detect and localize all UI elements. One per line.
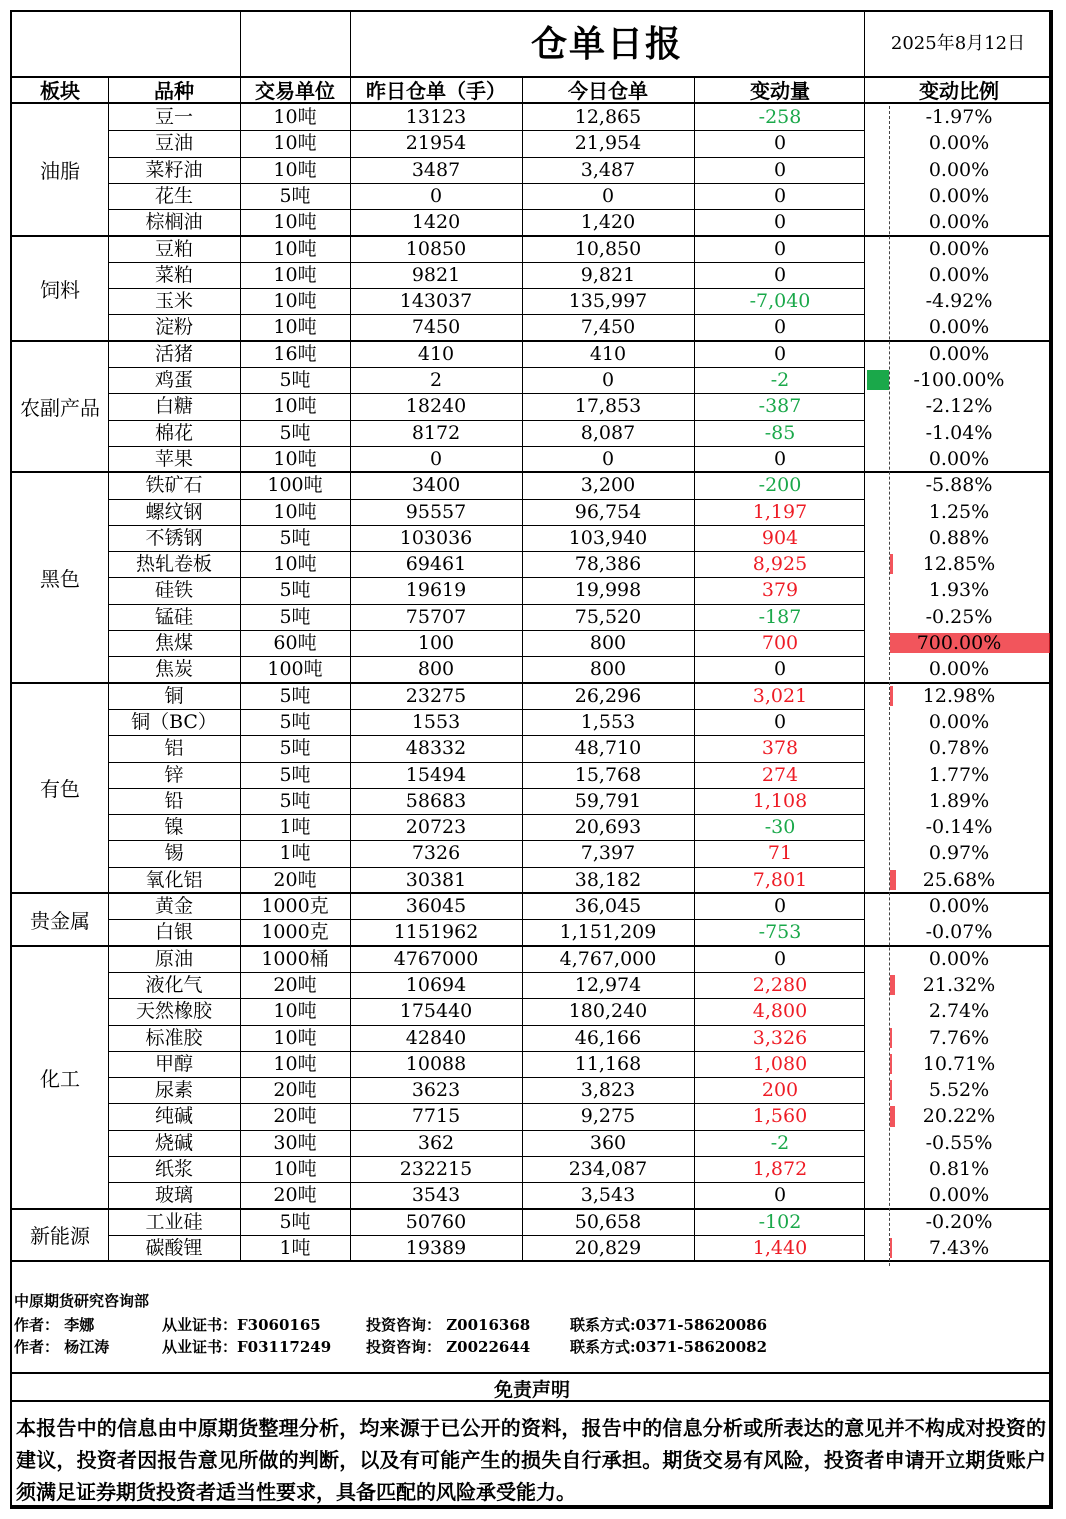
product-name: 白银: [154, 921, 193, 944]
trade-unit: 10吨: [273, 1000, 317, 1023]
header-ratio: 变动比例: [919, 79, 999, 103]
product-name: 纸浆: [154, 1158, 193, 1180]
product-name: 标准胶: [145, 1026, 203, 1049]
change-ratio: 1.77%: [928, 763, 990, 786]
change-amount: 200: [761, 1079, 799, 1102]
grid-line: [350, 12, 351, 78]
yesterday-receipts: 100: [417, 632, 455, 654]
change-ratio: 1.25%: [928, 500, 990, 523]
today-receipts: 1,553: [580, 710, 636, 733]
change-amount: -102: [758, 1210, 802, 1233]
header-unit: 交易单位: [255, 79, 335, 103]
today-receipts: 38,182: [574, 868, 642, 891]
change-amount: 0: [773, 1184, 787, 1207]
change-ratio: -0.25%: [925, 605, 993, 628]
footer-author: 作者： 李娜: [14, 1316, 95, 1334]
change-amount: -753: [758, 921, 802, 944]
footer-author: 作者： 杨江涛: [14, 1338, 110, 1356]
sector-label: 油脂: [40, 159, 80, 184]
header-product: 品种: [154, 79, 194, 103]
yesterday-receipts: 19619: [405, 579, 467, 602]
trade-unit: 100吨: [267, 658, 323, 681]
change-amount: 1,440: [752, 1236, 808, 1259]
trade-unit: 10吨: [273, 290, 317, 313]
yesterday-receipts: 19389: [405, 1236, 467, 1259]
change-ratio: 10.71%: [922, 1052, 996, 1075]
yesterday-receipts: 21954: [405, 132, 467, 155]
change-ratio: -0.14%: [925, 816, 993, 839]
today-receipts: 20,693: [574, 816, 642, 839]
yesterday-receipts: 23275: [405, 684, 467, 707]
change-amount: 0: [773, 447, 787, 470]
trade-unit: 5吨: [279, 710, 311, 733]
yesterday-receipts: 50760: [405, 1210, 467, 1233]
trade-unit: 5吨: [279, 605, 311, 628]
trade-unit: 5吨: [279, 421, 311, 444]
today-receipts: 360: [589, 1131, 627, 1154]
change-ratio: 0.00%: [928, 316, 990, 339]
trade-unit: 100吨: [267, 474, 323, 497]
trade-unit: 10吨: [273, 500, 317, 523]
yesterday-receipts: 362: [417, 1131, 455, 1154]
change-ratio: 0.00%: [928, 947, 990, 970]
change-amount: 0: [773, 658, 787, 681]
today-receipts: 4,767,000: [559, 947, 657, 970]
change-ratio: 2.74%: [928, 1000, 990, 1023]
trade-unit: 5吨: [279, 737, 311, 760]
product-name: 棕榈油: [145, 211, 203, 234]
yesterday-receipts: 3543: [411, 1184, 461, 1207]
product-name: 菜粕: [154, 263, 193, 286]
change-ratio: -2.12%: [925, 395, 993, 418]
change-amount: 7,801: [752, 868, 808, 891]
yesterday-receipts: 18240: [405, 395, 467, 418]
change-amount: 379: [761, 579, 799, 602]
change-amount: -2: [770, 1131, 790, 1154]
product-name: 镍: [164, 816, 184, 839]
yesterday-receipts: 75707: [405, 605, 467, 628]
product-name: 铜（BC）: [131, 710, 217, 733]
trade-unit: 20吨: [273, 868, 317, 891]
yesterday-receipts: 1151962: [393, 921, 479, 944]
footer-consult: 投资咨询： Z0022644: [366, 1338, 531, 1356]
today-receipts: 19,998: [574, 579, 642, 602]
sector-label: 贵金属: [30, 908, 90, 933]
today-receipts: 103,940: [568, 526, 648, 549]
today-receipts: 12,974: [574, 973, 642, 996]
today-receipts: 3,487: [580, 158, 636, 181]
trade-unit: 10吨: [273, 1158, 317, 1180]
change-amount: 3,021: [752, 684, 808, 707]
today-receipts: 17,853: [574, 395, 642, 418]
change-amount: 904: [761, 526, 799, 549]
trade-unit: 5吨: [279, 1210, 311, 1233]
yesterday-receipts: 3487: [411, 158, 461, 181]
today-receipts: 36,045: [574, 895, 642, 917]
product-name: 纯碱: [154, 1105, 193, 1128]
change-amount: 0: [773, 895, 787, 917]
today-receipts: 8,087: [580, 421, 636, 444]
today-receipts: 410: [589, 342, 627, 365]
ratio-axis-line: [889, 106, 890, 1266]
yesterday-receipts: 10850: [405, 237, 467, 260]
product-name: 豆粕: [154, 237, 193, 260]
trade-unit: 5吨: [279, 526, 311, 549]
trade-unit: 10吨: [273, 158, 317, 181]
product-name: 棉花: [154, 421, 193, 444]
product-name: 原油: [154, 947, 193, 970]
trade-unit: 5吨: [279, 789, 311, 812]
yesterday-receipts: 3623: [411, 1079, 461, 1102]
yesterday-receipts: 0: [429, 447, 443, 470]
product-name: 烧碱: [154, 1131, 193, 1154]
change-amount: -200: [758, 474, 802, 497]
yesterday-receipts: 9821: [411, 263, 461, 286]
change-amount: -85: [764, 421, 796, 444]
change-ratio: 0.00%: [928, 710, 990, 733]
trade-unit: 10吨: [273, 1026, 317, 1049]
trade-unit: 5吨: [279, 763, 311, 786]
yesterday-receipts: 103036: [399, 526, 473, 549]
today-receipts: 10,850: [574, 237, 642, 260]
trade-unit: 10吨: [273, 395, 317, 418]
today-receipts: 3,823: [580, 1079, 636, 1102]
trade-unit: 16吨: [273, 342, 317, 365]
product-name: 锡: [164, 842, 184, 865]
sector-label: 化工: [40, 1066, 80, 1091]
product-name: 鸡蛋: [154, 369, 193, 391]
trade-unit: 1000桶: [261, 947, 329, 970]
today-receipts: 15,768: [574, 763, 642, 786]
change-amount: 0: [773, 263, 787, 286]
report-title: 仓单日报: [530, 23, 683, 65]
today-receipts: 21,954: [574, 132, 642, 155]
today-receipts: 800: [589, 658, 627, 681]
change-amount: 378: [761, 737, 799, 760]
today-receipts: 0: [601, 184, 615, 207]
change-ratio: 700.00%: [916, 632, 1002, 654]
change-ratio: 0.00%: [928, 211, 990, 234]
yesterday-receipts: 143037: [399, 290, 473, 313]
today-receipts: 12,865: [574, 106, 642, 128]
change-ratio: 21.32%: [922, 973, 996, 996]
product-name: 玻璃: [154, 1184, 193, 1207]
change-ratio: 7.76%: [928, 1026, 990, 1049]
change-amount: 0: [773, 237, 787, 260]
yesterday-receipts: 7715: [411, 1105, 461, 1128]
change-amount: 1,560: [752, 1105, 808, 1128]
yesterday-receipts: 1553: [411, 710, 461, 733]
change-amount: -30: [764, 816, 796, 839]
today-receipts: 96,754: [574, 500, 642, 523]
yesterday-receipts: 4767000: [393, 947, 479, 970]
yesterday-receipts: 232215: [399, 1158, 473, 1180]
today-receipts: 0: [601, 369, 615, 391]
today-receipts: 234,087: [568, 1158, 648, 1180]
today-receipts: 800: [589, 632, 627, 654]
today-receipts: 9,275: [580, 1105, 636, 1128]
yesterday-receipts: 2: [429, 369, 443, 391]
change-ratio: 0.00%: [928, 342, 990, 365]
today-receipts: 7,397: [580, 842, 636, 865]
change-ratio: -1.97%: [925, 106, 993, 128]
product-name: 焦炭: [154, 658, 193, 681]
yesterday-receipts: 175440: [399, 1000, 473, 1023]
trade-unit: 5吨: [279, 184, 311, 207]
trade-unit: 1吨: [279, 816, 311, 839]
change-amount: 3,326: [752, 1026, 808, 1049]
product-name: 氧化铝: [145, 868, 203, 891]
trade-unit: 5吨: [279, 369, 311, 391]
trade-unit: 5吨: [279, 579, 311, 602]
today-receipts: 1,151,209: [559, 921, 657, 944]
product-name: 硅铁: [154, 579, 193, 602]
change-ratio: 0.00%: [928, 895, 990, 917]
yesterday-receipts: 15494: [405, 763, 467, 786]
change-ratio: 0.00%: [928, 132, 990, 155]
trade-unit: 10吨: [273, 553, 317, 576]
today-receipts: 1,420: [580, 211, 636, 234]
sector-label: 黑色: [40, 566, 80, 591]
product-name: 铜: [164, 684, 184, 707]
change-amount: 0: [773, 158, 787, 181]
product-name: 菜籽油: [145, 158, 203, 181]
change-ratio: 0.00%: [928, 658, 990, 681]
trade-unit: 10吨: [273, 316, 317, 339]
change-amount: 0: [773, 184, 787, 207]
change-amount: 1,872: [752, 1158, 808, 1180]
change-amount: -258: [758, 106, 802, 128]
change-amount: 8,925: [752, 553, 808, 576]
yesterday-receipts: 58683: [405, 789, 467, 812]
change-ratio: -0.20%: [925, 1210, 993, 1233]
disclaimer-text: 本报告中的信息由中原期货整理分析，均来源于已公开的资料，报告中的信息分析或所表达的意见并不构成对投资的建议，投资者因报告意见所做的判断，以及有可能产生的损失自行承担。期货交易有风险，投资者申请开立期货账户须满足证券期货投资者适当性要求，具备匹配的风险承受能力。: [16, 1416, 1046, 1504]
footer-consult: 投资咨询： Z0016368: [366, 1316, 531, 1334]
today-receipts: 3,200: [580, 474, 636, 497]
product-name: 铝: [164, 737, 184, 760]
trade-unit: 20吨: [273, 973, 317, 996]
change-amount: 700: [761, 632, 799, 654]
header-yesterday: 昨日仓单（手）: [366, 79, 506, 103]
product-name: 白糖: [154, 395, 193, 418]
product-name: 黄金: [154, 895, 193, 917]
today-receipts: 135,997: [568, 290, 648, 313]
yesterday-receipts: 3400: [411, 474, 461, 497]
change-amount: 0: [773, 710, 787, 733]
change-amount: 0: [773, 132, 787, 155]
product-name: 淀粉: [154, 316, 193, 339]
yesterday-receipts: 36045: [405, 895, 467, 917]
yesterday-receipts: 8172: [411, 421, 461, 444]
change-amount: 2,280: [752, 973, 808, 996]
change-ratio: 7.43%: [928, 1236, 990, 1259]
trade-unit: 10吨: [273, 447, 317, 470]
product-name: 热轧卷板: [135, 553, 212, 576]
trade-unit: 5吨: [279, 684, 311, 707]
today-receipts: 3,543: [580, 1184, 636, 1207]
change-amount: -187: [758, 605, 802, 628]
change-ratio: -4.92%: [925, 290, 993, 313]
trade-unit: 10吨: [273, 1052, 317, 1075]
yesterday-receipts: 800: [417, 658, 455, 681]
change-ratio: 0.00%: [928, 184, 990, 207]
product-name: 锰硅: [154, 605, 193, 628]
change-ratio: -5.88%: [925, 474, 993, 497]
change-amount: 1,197: [752, 500, 808, 523]
yesterday-receipts: 42840: [405, 1026, 467, 1049]
today-receipts: 180,240: [568, 1000, 648, 1023]
change-ratio: 0.00%: [928, 263, 990, 286]
today-receipts: 75,520: [574, 605, 642, 628]
change-ratio: 12.85%: [922, 553, 996, 576]
product-name: 花生: [154, 184, 193, 207]
change-ratio: -0.07%: [925, 921, 993, 944]
product-name: 螺纹钢: [145, 500, 203, 523]
header-sector: 板块: [40, 79, 80, 103]
trade-unit: 1000克: [261, 921, 329, 944]
change-amount: 4,800: [752, 1000, 808, 1023]
report-date: 2025年8月12日: [890, 33, 1026, 54]
yesterday-receipts: 1420: [411, 211, 461, 234]
trade-unit: 20吨: [273, 1184, 317, 1207]
change-ratio: -0.55%: [925, 1131, 993, 1154]
change-amount: 1,108: [752, 789, 808, 812]
change-ratio: 1.93%: [928, 579, 990, 602]
footer-contact: 联系方式:0371-58620086: [570, 1316, 768, 1334]
product-name: 玉米: [154, 290, 193, 313]
today-receipts: 26,296: [574, 684, 642, 707]
trade-unit: 1吨: [279, 842, 311, 865]
change-ratio: -100.00%: [913, 369, 1005, 391]
yesterday-receipts: 95557: [405, 500, 467, 523]
yesterday-receipts: 30381: [405, 868, 467, 891]
product-name: 苹果: [154, 447, 193, 470]
yesterday-receipts: 20723: [405, 816, 467, 839]
change-amount: 0: [773, 316, 787, 339]
product-name: 焦煤: [154, 632, 193, 654]
footer-cert: 从业证书：F03117249: [162, 1338, 332, 1356]
today-receipts: 20,829: [574, 1236, 642, 1259]
change-amount: 71: [767, 842, 793, 865]
change-ratio: 0.00%: [928, 237, 990, 260]
yesterday-receipts: 0: [429, 184, 443, 207]
change-ratio: -1.04%: [925, 421, 993, 444]
sector-label: 新能源: [30, 1224, 90, 1249]
change-ratio: 0.88%: [928, 526, 990, 549]
footer-contact: 联系方式:0371-58620082: [570, 1338, 768, 1356]
today-receipts: 0: [601, 447, 615, 470]
product-name: 活猪: [154, 342, 193, 365]
trade-unit: 10吨: [273, 106, 317, 128]
trade-unit: 1000克: [261, 895, 329, 917]
change-ratio: 0.00%: [928, 158, 990, 181]
change-amount: 0: [773, 947, 787, 970]
product-name: 豆一: [154, 106, 193, 128]
change-ratio: 1.89%: [928, 789, 990, 812]
today-receipts: 48,710: [574, 737, 642, 760]
trade-unit: 10吨: [273, 263, 317, 286]
trade-unit: 1吨: [279, 1236, 311, 1259]
disclaimer-title: 免责声明: [493, 1379, 570, 1401]
today-receipts: 9,821: [580, 263, 636, 286]
product-name: 工业硅: [145, 1210, 203, 1233]
change-ratio: 12.98%: [922, 684, 996, 707]
product-name: 铁矿石: [145, 474, 203, 497]
product-name: 锌: [164, 763, 184, 786]
trade-unit: 20吨: [273, 1079, 317, 1102]
today-receipts: 7,450: [580, 316, 636, 339]
yesterday-receipts: 10088: [405, 1052, 467, 1075]
grid-line: [12, 1372, 1052, 1374]
change-ratio: 0.78%: [928, 737, 990, 760]
yesterday-receipts: 48332: [405, 737, 467, 760]
yesterday-receipts: 10694: [405, 973, 467, 996]
change-ratio: 0.00%: [928, 447, 990, 470]
yesterday-receipts: 13123: [405, 106, 467, 128]
change-ratio: 20.22%: [922, 1105, 996, 1128]
today-receipts: 59,791: [574, 789, 642, 812]
product-name: 铅: [164, 789, 184, 812]
product-name: 不锈钢: [145, 526, 203, 549]
change-ratio: 5.52%: [928, 1079, 990, 1102]
sector-label: 有色: [40, 777, 80, 802]
today-receipts: 50,658: [574, 1210, 642, 1233]
trade-unit: 30吨: [273, 1131, 317, 1154]
change-amount: 274: [761, 763, 799, 786]
grid-line: [240, 12, 241, 78]
change-amount: 1,080: [752, 1052, 808, 1075]
change-ratio: 0.00%: [928, 1184, 990, 1207]
grid-line: [864, 12, 865, 78]
yesterday-receipts: 69461: [405, 553, 467, 576]
product-name: 液化气: [145, 973, 203, 996]
today-receipts: 11,168: [574, 1052, 642, 1075]
product-name: 豆油: [154, 132, 193, 155]
product-name: 天然橡胶: [135, 1000, 212, 1023]
change-amount: 0: [773, 211, 787, 234]
product-name: 甲醇: [154, 1052, 193, 1075]
today-receipts: 46,166: [574, 1026, 642, 1049]
product-name: 碳酸锂: [145, 1236, 203, 1259]
yesterday-receipts: 7450: [411, 316, 461, 339]
product-name: 尿素: [154, 1079, 193, 1102]
trade-unit: 10吨: [273, 211, 317, 234]
yesterday-receipts: 7326: [411, 842, 461, 865]
trade-unit: 10吨: [273, 132, 317, 155]
sector-label: 饲料: [40, 277, 80, 302]
trade-unit: 10吨: [273, 237, 317, 260]
yesterday-receipts: 410: [417, 342, 455, 365]
header-change: 变动量: [750, 79, 810, 103]
change-amount: -2: [770, 369, 790, 391]
change-ratio: 0.97%: [928, 842, 990, 865]
trade-unit: 20吨: [273, 1105, 317, 1128]
change-ratio: 25.68%: [922, 868, 996, 891]
change-ratio: 0.81%: [928, 1158, 990, 1180]
header-today: 今日仓单: [568, 79, 648, 103]
sector-label: 农副产品: [20, 395, 100, 420]
today-receipts: 78,386: [574, 553, 642, 576]
footer-org: 中原期货研究咨询部: [14, 1292, 150, 1310]
change-amount: -387: [758, 395, 802, 418]
trade-unit: 60吨: [273, 632, 317, 654]
footer-cert: 从业证书：F3060165: [162, 1316, 321, 1334]
change-amount: 0: [773, 342, 787, 365]
change-amount: -7,040: [749, 290, 811, 313]
